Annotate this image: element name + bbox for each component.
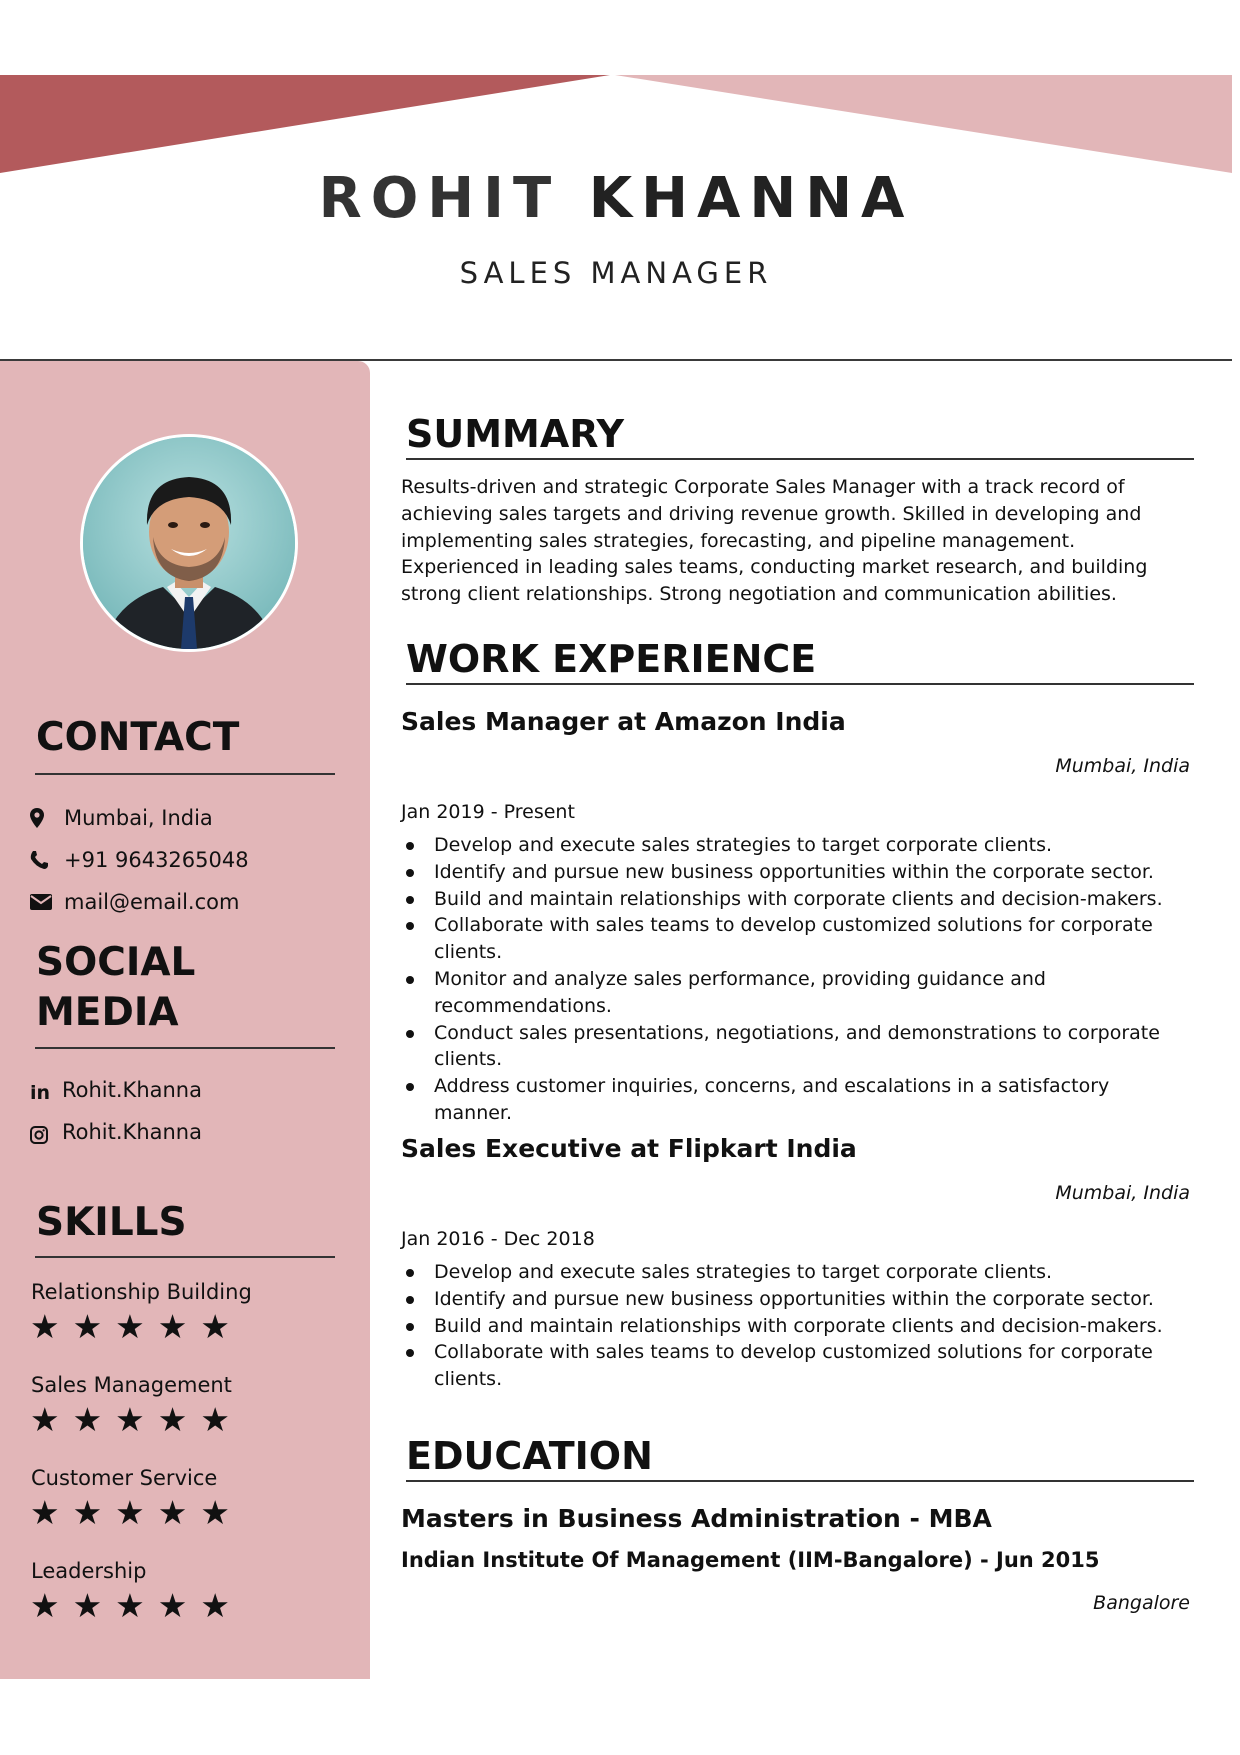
job-location: Mumbai, India	[1055, 755, 1190, 777]
skill-rating-stars: ★★★★★	[30, 1400, 243, 1439]
job-title-header: SALES MANAGER	[459, 256, 773, 290]
list-item: Address customer inquiries, concerns, and escalations in a satisfactory manner.	[401, 1073, 1191, 1127]
skill-label: Leadership	[31, 1559, 147, 1583]
work-experience-divider	[406, 683, 1194, 685]
mail-icon	[30, 894, 64, 910]
education-location: Bangalore	[1093, 1592, 1190, 1614]
skill-label: Sales Management	[31, 1373, 232, 1397]
work-experience-heading: WORK EXPERIENCE	[406, 637, 817, 681]
list-item: Build and maintain relationships with corporate clients and decision-makers.	[401, 1313, 1191, 1340]
education-heading: EDUCATION	[406, 1434, 653, 1478]
list-item: Build and maintain relationships with corporate clients and decision-makers.	[401, 886, 1191, 913]
list-item: Collaborate with sales teams to develop customized solutions for corporate clients.	[401, 1339, 1191, 1393]
linkedin-handle: Rohit.Khanna	[62, 1078, 202, 1102]
phone-icon	[30, 851, 64, 869]
header-right-banner	[615, 75, 1232, 173]
skill-label: Relationship Building	[31, 1280, 252, 1304]
job-title: Sales Executive at Flipkart India	[401, 1134, 857, 1163]
list-item: Collaborate with sales teams to develop customized solutions for corporate clients.	[401, 912, 1191, 966]
profile-photo	[83, 437, 295, 649]
social-divider	[35, 1047, 335, 1049]
skill-label: Customer Service	[31, 1466, 218, 1490]
list-item: Identify and pursue new business opportunities within the corporate sector.	[401, 859, 1191, 886]
job-location: Mumbai, India	[1055, 1182, 1190, 1204]
job-dates: Jan 2016 - Dec 2018	[401, 1228, 595, 1250]
avatar	[80, 434, 298, 652]
contact-location-text: Mumbai, India	[64, 806, 213, 830]
instagram-icon	[30, 1120, 62, 1144]
contact-location	[30, 803, 213, 833]
header-left-banner	[0, 75, 610, 173]
job-title: Sales Manager at Amazon India	[401, 707, 846, 736]
summary-divider	[406, 458, 1194, 460]
list-item: Identify and pursue new business opportunities within the corporate sector.	[401, 1286, 1191, 1313]
social-linkedin[interactable]	[30, 1075, 202, 1105]
contact-divider	[35, 773, 335, 775]
list-item: Develop and execute sales strategies to target corporate clients.	[401, 1259, 1191, 1286]
list-item: Conduct sales presentations, negotiations, and demonstrations to corporate clients.	[401, 1020, 1191, 1074]
skill-rating-stars: ★★★★★	[30, 1307, 243, 1346]
social-heading-line2: MEDIA	[36, 990, 179, 1035]
contact-heading: CONTACT	[36, 715, 240, 760]
education-degree: Masters in Business Administration - MBA	[401, 1504, 992, 1533]
instagram-handle: Rohit.Khanna	[62, 1120, 202, 1144]
last-name: KHANNA	[588, 166, 914, 231]
first-name: ROHIT	[318, 166, 561, 231]
header-decoration	[0, 0, 1240, 180]
linkedin-icon: in	[30, 1082, 51, 1104]
candidate-name	[0, 166, 1232, 231]
education-divider	[406, 1480, 1194, 1482]
location-pin-icon	[30, 808, 64, 828]
contact-phone-text: +91 9643265048	[64, 848, 249, 872]
summary-heading: SUMMARY	[406, 412, 624, 456]
education-institution: Indian Institute Of Management (IIM-Bangalore) - Jun 2015	[401, 1548, 1100, 1572]
social-heading-line1: SOCIAL	[36, 940, 196, 985]
skill-rating-stars: ★★★★★	[30, 1586, 243, 1625]
contact-phone[interactable]	[30, 845, 249, 875]
job-bullets	[401, 1259, 1191, 1393]
summary-text: Results-driven and strategic Corporate Sales Manager with a track record of achieving sales targets and driving revenue growth. Skilled in developing and implementing sales strategies, forecasting, and pipeline management. Experienced in leading sales teams, conducting market research, and building strong client relationships. Strong negotiation and communication abilities.	[401, 476, 1148, 606]
list-item: Monitor and analyze sales performance, providing guidance and recommendations.	[401, 966, 1191, 1020]
skill-rating-stars: ★★★★★	[30, 1493, 243, 1532]
job-bullets	[401, 832, 1191, 1127]
skills-divider	[35, 1256, 335, 1258]
job-dates: Jan 2019 - Present	[401, 801, 575, 823]
social-instagram[interactable]	[30, 1117, 202, 1147]
contact-email-text: mail@email.com	[64, 890, 240, 914]
list-item: Develop and execute sales strategies to target corporate clients.	[401, 832, 1191, 859]
skills-heading: SKILLS	[36, 1200, 187, 1245]
contact-email[interactable]	[30, 887, 239, 917]
